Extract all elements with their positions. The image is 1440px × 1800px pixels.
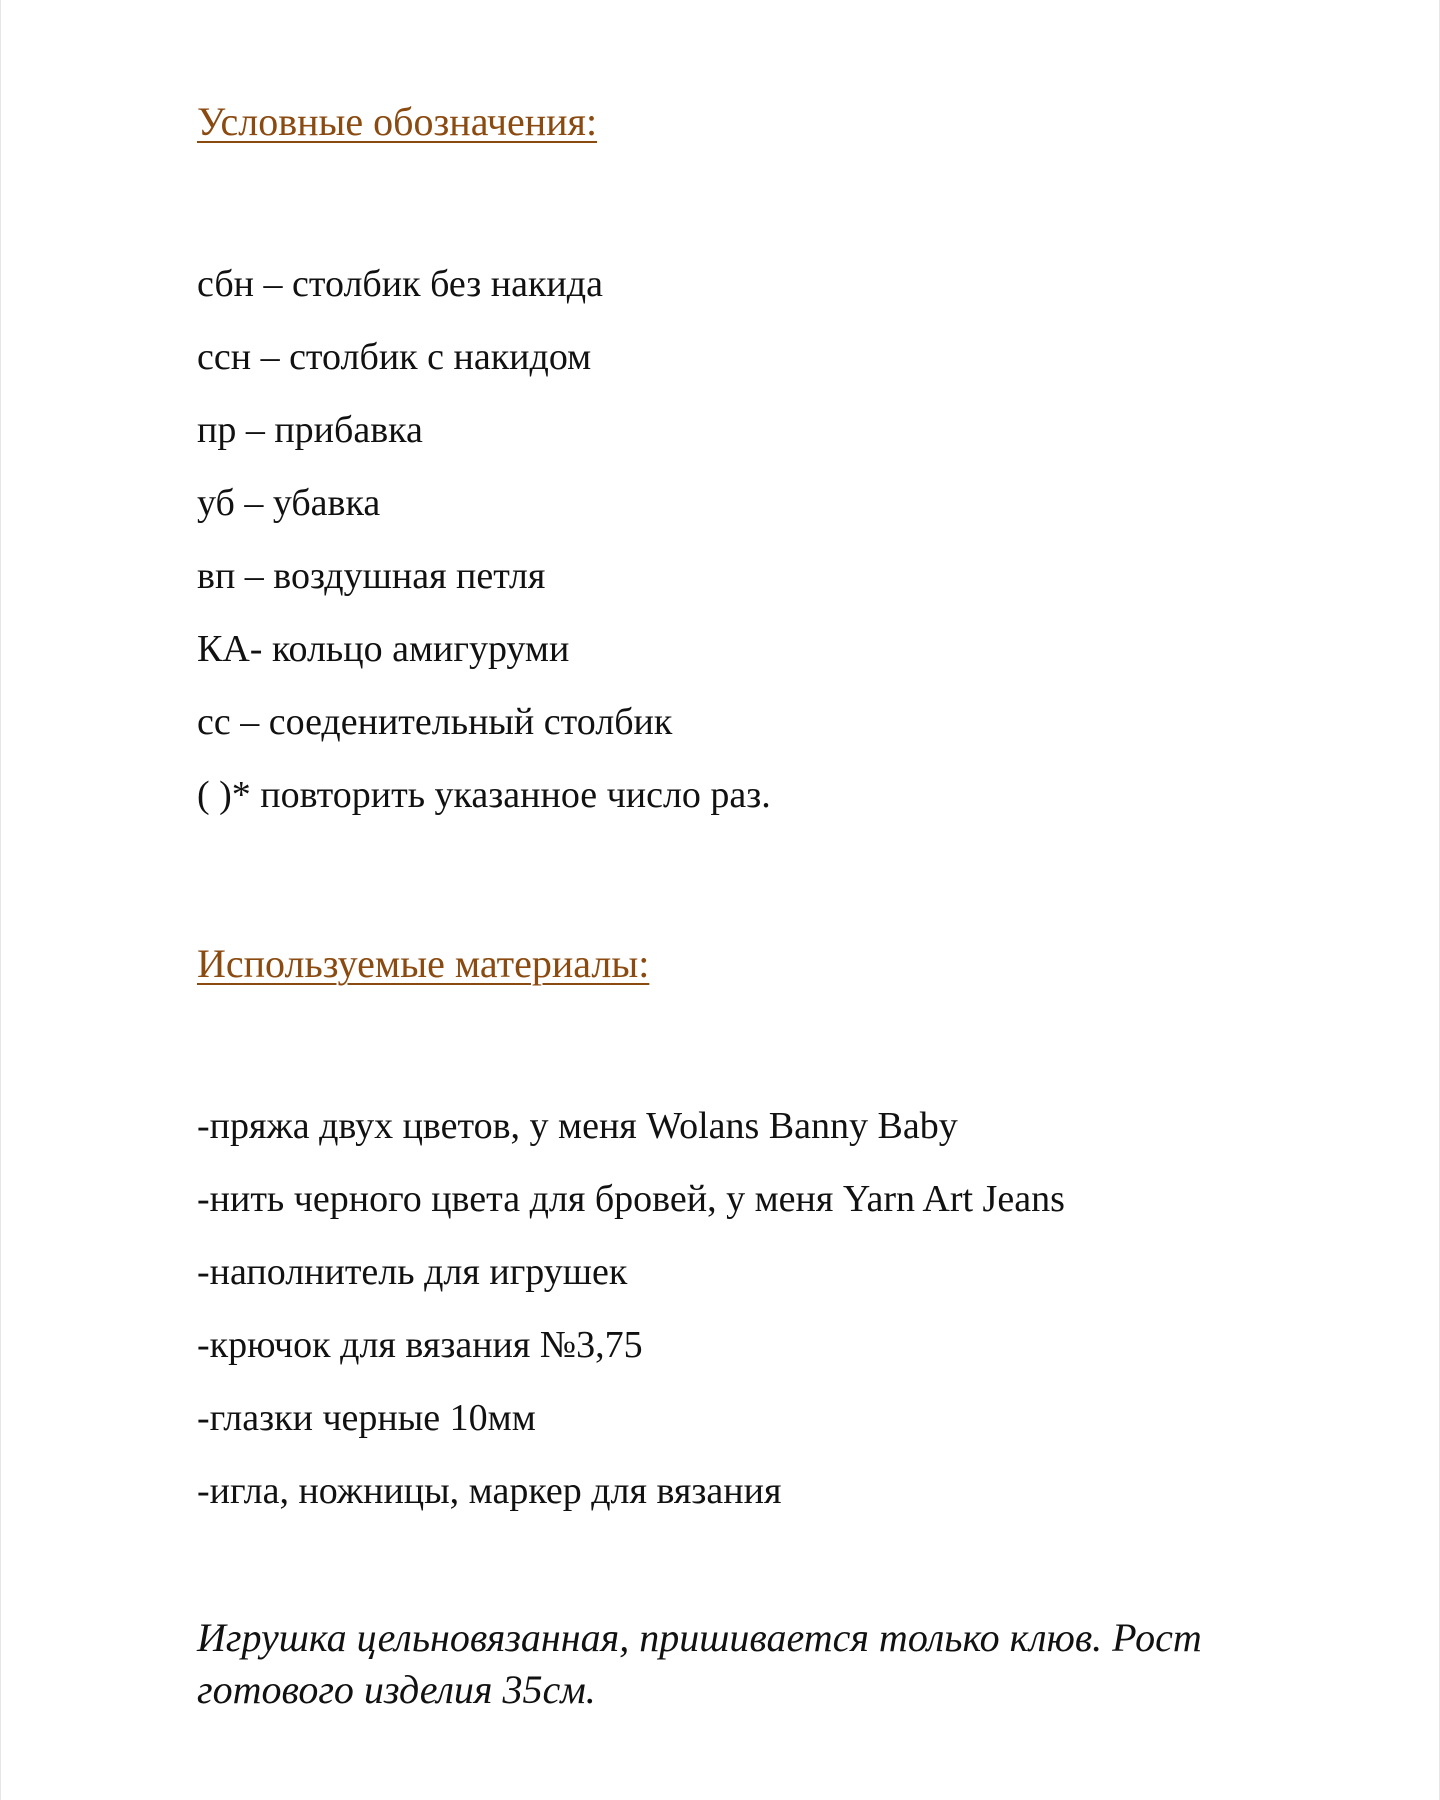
legend-list — [197, 258, 1297, 842]
legend-item: ( )* повторить указанное число раз. — [197, 774, 771, 816]
legend-item: сбн – столбик без накида — [197, 263, 603, 305]
materials-item: -игла, ножницы, маркер для вязания — [197, 1470, 782, 1512]
materials-item: -наполнитель для игрушек — [197, 1251, 628, 1293]
materials-item: -глазки черные 10мм — [197, 1397, 536, 1439]
materials-item: -пряжа двух цветов, у меня Wolans Banny Baby — [197, 1105, 958, 1147]
materials-heading: Используемые материалы: — [197, 941, 650, 986]
document-body — [197, 96, 1297, 1756]
materials-item: -нить черного цвета для бровей, у меня Yarn Art Jeans — [197, 1178, 1065, 1220]
legend-item: КА- кольцо амигуруми — [197, 628, 570, 670]
materials-item: -крючок для вязания №3,75 — [197, 1324, 643, 1366]
legend-item: ссн – столбик с накидом — [197, 336, 592, 378]
toy-note: Игрушка цельновязанная, пришивается только клюв. Рост готового изделия 35см. — [197, 1615, 1202, 1712]
legend-item: сс – соеденительный столбик — [197, 701, 673, 743]
legend-item: уб – убавка — [197, 482, 381, 524]
materials-list — [197, 1100, 1297, 1538]
legend-item: пр – прибавка — [197, 409, 423, 451]
legend-heading: Условные обозначения: — [197, 99, 598, 144]
legend-item: вп – воздушная петля — [197, 555, 546, 597]
